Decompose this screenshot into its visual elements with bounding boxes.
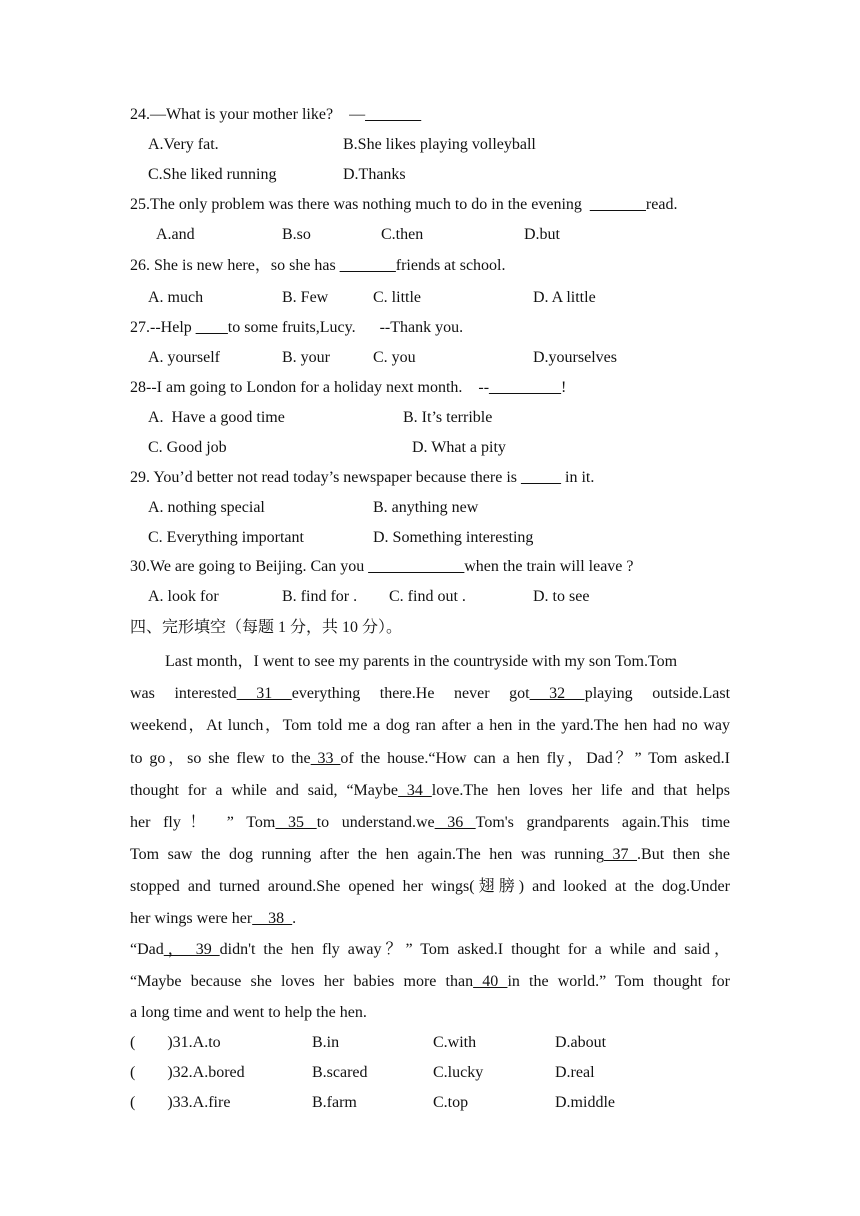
question-29-stem: 29. You’d better not read today’s newspaper because there is _____ in it. — [130, 469, 595, 486]
option-a: A.and — [156, 226, 195, 243]
option-b: B. It’s terrible — [403, 409, 493, 426]
gap-40: 40 — [473, 973, 508, 990]
passage-line: to go，so she flew to the 33 of the house.“How can a hen fly，Dad？” Tom asked.I — [130, 750, 730, 767]
answer-blank: _______ — [589, 196, 646, 213]
option-d: D. A little — [533, 289, 596, 306]
option-b: B. anything new — [373, 499, 479, 516]
option-d: D.middle — [555, 1094, 615, 1111]
answer-blank: _______ — [339, 257, 396, 274]
option-a: A.Very fat. — [148, 136, 219, 153]
gap-38: 38 — [252, 910, 293, 927]
option-c: C. you — [373, 349, 416, 366]
option-a: A. look for — [148, 588, 219, 605]
gap-31: 31 — [236, 685, 292, 702]
gap-32: 32 — [529, 685, 585, 702]
answer-blank: ____ — [195, 319, 228, 336]
passage-line: was interested 31 everything there.He never got 32 playing outside.Last — [130, 685, 731, 702]
question-27-stem: 27.--Help ____to some fruits,Lucy. --Thank you. — [130, 319, 464, 336]
gap-36: 36 — [434, 814, 476, 831]
answer-blank: _______ — [365, 106, 422, 123]
option-b: B. find for . — [282, 588, 358, 605]
option-a: A. yourself — [148, 349, 220, 366]
passage-line: her fly！ ” Tom 35 to understand.we 36 Tom's grandparents again.This time — [130, 814, 731, 831]
option-b: B. your — [282, 349, 330, 366]
question-28-stem: 28--I am going to London for a holiday next month. --_________! — [130, 379, 567, 396]
option-b: B.farm — [312, 1094, 357, 1111]
passage-line: a long time and went to help the hen. — [130, 1004, 367, 1021]
option-c: C. Everything important — [148, 529, 304, 546]
option-b: B.scared — [312, 1064, 368, 1081]
option-d: D.yourselves — [533, 349, 617, 366]
cloze-item-33: ( )33.A.fire — [130, 1094, 231, 1111]
passage-line: weekend，At lunch，Tom told me a dog ran after a hen in the yard.The hen had no way — [130, 717, 731, 734]
question-25-stem: 25.The only problem was there was nothing much to do in the evening _______read. — [130, 196, 678, 213]
option-c: C.with — [433, 1034, 477, 1051]
cloze-item-31: ( )31.A.to — [130, 1034, 221, 1051]
option-d: D.Thanks — [343, 166, 406, 183]
gap-33: 33 — [310, 750, 341, 767]
answer-blank: ____________ — [368, 558, 465, 575]
option-c: C.then — [381, 226, 424, 243]
passage-line: Tom saw the dog running after the hen again.The hen was running 37 .But then she — [130, 846, 731, 863]
option-c: C. Good job — [148, 439, 227, 456]
passage-line: her wings were her 38 . — [130, 910, 297, 927]
cloze-item-32: ( )32.A.bored — [130, 1064, 245, 1081]
option-d: D.about — [555, 1034, 607, 1051]
question-30-stem: 30.We are going to Beijing. Can you ____________when the train will leave ? — [130, 558, 634, 575]
option-d: D.real — [555, 1064, 595, 1081]
option-c: C.She liked running — [148, 166, 277, 183]
gap-35: 35 — [275, 814, 317, 831]
gap-37: 37 — [604, 846, 638, 863]
passage-line: “Dad， 39 didn't the hen fly away？” Tom asked.I thought for a while and said， — [130, 941, 730, 958]
option-d: D. to see — [533, 588, 590, 605]
passage-line: “Maybe because she loves her babies more than 40 in the world.” Tom thought for — [130, 973, 731, 990]
question-24-stem: 24.—What is your mother like? —_______ — [130, 106, 422, 123]
option-d: D. What a pity — [412, 439, 506, 456]
option-c: C.lucky — [433, 1064, 484, 1081]
option-b: B. Few — [282, 289, 329, 306]
passage-line: Last month，I went to see my parents in the countryside with my son Tom.Tom — [165, 653, 678, 670]
option-d: D. Something interesting — [373, 529, 534, 546]
section-heading: 四、完形填空（每题 1 分，共 10 分）。 — [130, 619, 403, 636]
passage-line: stopped and turned around.She opened her wings(翅膀) and looked at the dog.Under — [130, 878, 730, 895]
question-26-stem: 26. She is new here，so she has _______friends at school. — [130, 257, 506, 274]
answer-blank: _________ — [489, 379, 562, 396]
gap-39: ， 39 — [163, 941, 220, 958]
option-c: C. find out . — [389, 588, 466, 605]
option-a: A. much — [148, 289, 204, 306]
option-c: C. little — [373, 289, 421, 306]
option-b: B.in — [312, 1034, 340, 1051]
answer-blank: _____ — [521, 469, 561, 486]
gap-34: 34 — [398, 782, 432, 799]
option-b: B.She likes playing volleyball — [343, 136, 536, 153]
option-c: C.top — [433, 1094, 469, 1111]
passage-line: thought for a while and said, “Maybe 34 love.The hen loves her life and that helps — [130, 782, 730, 799]
option-d: D.but — [524, 226, 560, 243]
option-a: A. nothing special — [148, 499, 265, 516]
option-b: B.so — [282, 226, 311, 243]
option-a: A. Have a good time — [148, 409, 285, 426]
